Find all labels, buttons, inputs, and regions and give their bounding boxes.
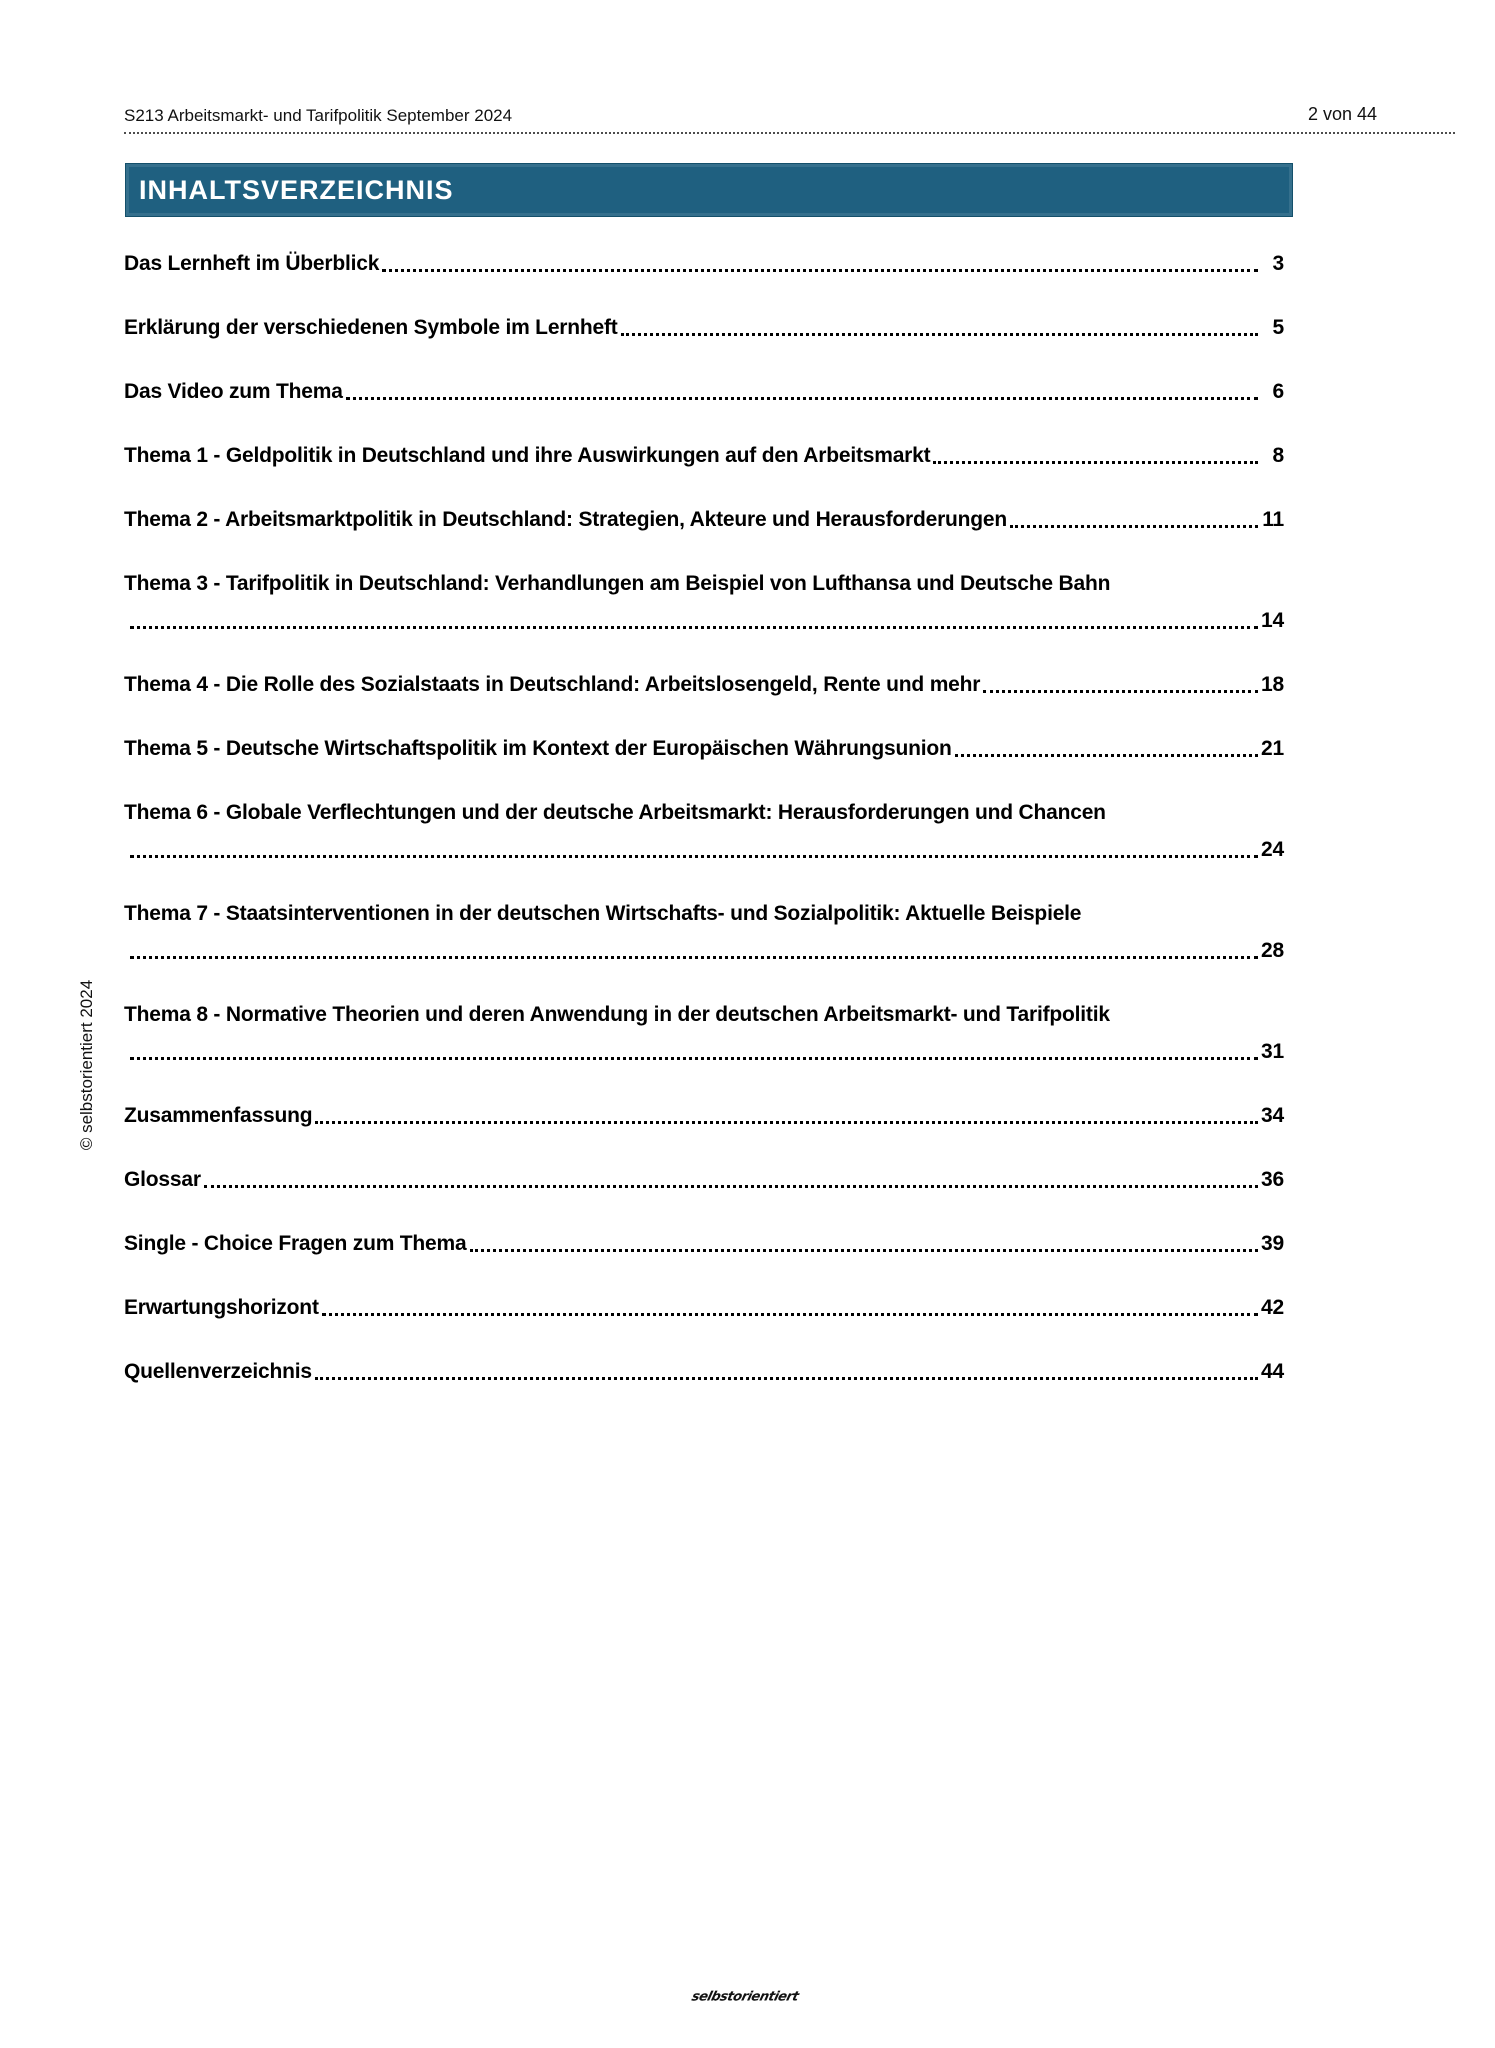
header-divider [124, 132, 1455, 134]
toc-entry-lernheft-ueberblick[interactable] [124, 251, 1284, 276]
dot-leader [983, 690, 1258, 693]
toc-entry-page: 39 [1261, 1232, 1284, 1255]
dot-leader [346, 397, 1258, 400]
toc-entry-label: Thema 2 - Arbeitsmarktpolitik in Deutschland: Strategien, Akteure und Herausforderungen [124, 508, 1008, 531]
toc-entry-thema-1[interactable] [124, 443, 1284, 468]
dot-leader [315, 1121, 1258, 1124]
toc-entry-page: 28 [1261, 939, 1284, 962]
dot-leader [130, 855, 1258, 858]
toc-title: INHALTSVERZEICHNIS [139, 174, 454, 205]
toc-entry-thema-6[interactable] [124, 800, 1284, 862]
toc-entry-label: Erklärung der verschiedenen Symbole im Lernheft [124, 316, 618, 339]
brand-logo: selbstorientiert [689, 1989, 801, 2005]
document-header-title: S213 Arbeitsmarkt- und Tarifpolitik September 2024 [124, 106, 513, 125]
dot-leader [382, 269, 1258, 272]
toc-entry-glossar[interactable] [124, 1167, 1284, 1192]
toc-entry-label: Glossar [124, 1168, 201, 1191]
toc-entry-video[interactable] [124, 379, 1284, 404]
toc-entry-page: 34 [1261, 1104, 1284, 1127]
toc-entry-thema-4[interactable] [124, 672, 1284, 697]
toc-entry-label: Thema 3 - Tarifpolitik in Deutschland: Verhandlungen am Beispiel von Lufthansa und Deutsche Bahn [124, 572, 1111, 595]
toc-entry-thema-5[interactable] [124, 736, 1284, 761]
toc-entry-page: 14 [1261, 609, 1284, 632]
toc-entry-page: 42 [1261, 1296, 1284, 1319]
dot-leader [470, 1249, 1259, 1252]
toc-entry-quellenverzeichnis[interactable] [124, 1359, 1284, 1384]
toc-entry-label: Thema 5 - Deutsche Wirtschaftspolitik im Kontext der Europäischen Währungsunion [124, 737, 952, 760]
toc-entry-label: Quellenverzeichnis [124, 1360, 312, 1383]
toc-entry-page: 18 [1261, 673, 1284, 696]
dot-leader [130, 626, 1258, 629]
toc-entry-symbole[interactable] [124, 315, 1284, 340]
toc-entry-label: Single - Choice Fragen zum Thema [124, 1232, 467, 1255]
toc-entry-erwartungshorizont[interactable] [124, 1295, 1284, 1320]
toc-entry-label: Erwartungshorizont [124, 1296, 319, 1319]
dot-leader [130, 1057, 1258, 1060]
toc-entry-label: Thema 7 - Staatsinterventionen in der deutschen Wirtschafts- und Sozialpolitik: Aktuelle Beispiele [124, 902, 1082, 925]
toc-entry-page: 24 [1261, 838, 1284, 861]
toc-entry-page: 3 [1272, 252, 1284, 275]
toc-entry-thema-8[interactable] [124, 1002, 1284, 1064]
toc-entry-label: Thema 1 - Geldpolitik in Deutschland und ihre Auswirkungen auf den Arbeitsmarkt [124, 444, 931, 467]
dot-leader [955, 754, 1258, 757]
toc-entry-page: 31 [1261, 1040, 1284, 1063]
toc-entry-label: Thema 8 - Normative Theorien und deren Anwendung in der deutschen Arbeitsmarkt- und Tarifpolitik [124, 1003, 1110, 1026]
toc-entry-page: 6 [1272, 380, 1284, 403]
toc-entry-page: 36 [1261, 1168, 1284, 1191]
toc-entry-label: Das Lernheft im Überblick [124, 252, 380, 275]
toc-entry-page: 11 [1262, 508, 1284, 531]
toc-entry-page: 21 [1261, 737, 1284, 760]
toc-entry-thema-7[interactable] [124, 901, 1284, 963]
dot-leader [315, 1377, 1258, 1380]
toc-entry-thema-2[interactable] [124, 507, 1284, 532]
toc-entry-page: 5 [1272, 316, 1284, 339]
toc-entry-page: 8 [1272, 444, 1284, 467]
dot-leader [204, 1185, 1258, 1188]
toc-entry-page: 44 [1261, 1360, 1284, 1383]
toc-entry-thema-3[interactable] [124, 571, 1284, 633]
toc-entry-single-choice[interactable] [124, 1231, 1284, 1256]
dot-leader [322, 1313, 1258, 1316]
copyright-sidebar: © selbstorientiert 2024 [77, 979, 96, 1151]
toc-entry-label: Thema 6 - Globale Verflechtungen und der deutsche Arbeitsmarkt: Herausforderungen und Chancen [124, 801, 1106, 824]
dot-leader [1010, 525, 1258, 528]
toc-entry-label: Zusammenfassung [124, 1104, 313, 1127]
dot-leader [130, 956, 1258, 959]
toc-entry-label: Das Video zum Thema [124, 380, 343, 403]
toc-title-bar [125, 163, 1293, 217]
page-count: 2 von 44 [1308, 104, 1378, 124]
dot-leader [621, 333, 1258, 336]
dot-leader [933, 461, 1258, 464]
toc-entry-zusammenfassung[interactable] [124, 1103, 1284, 1128]
table-of-contents [124, 251, 1284, 1423]
toc-entry-label: Thema 4 - Die Rolle des Sozialstaats in Deutschland: Arbeitslosengeld, Rente und mehr [124, 673, 981, 696]
